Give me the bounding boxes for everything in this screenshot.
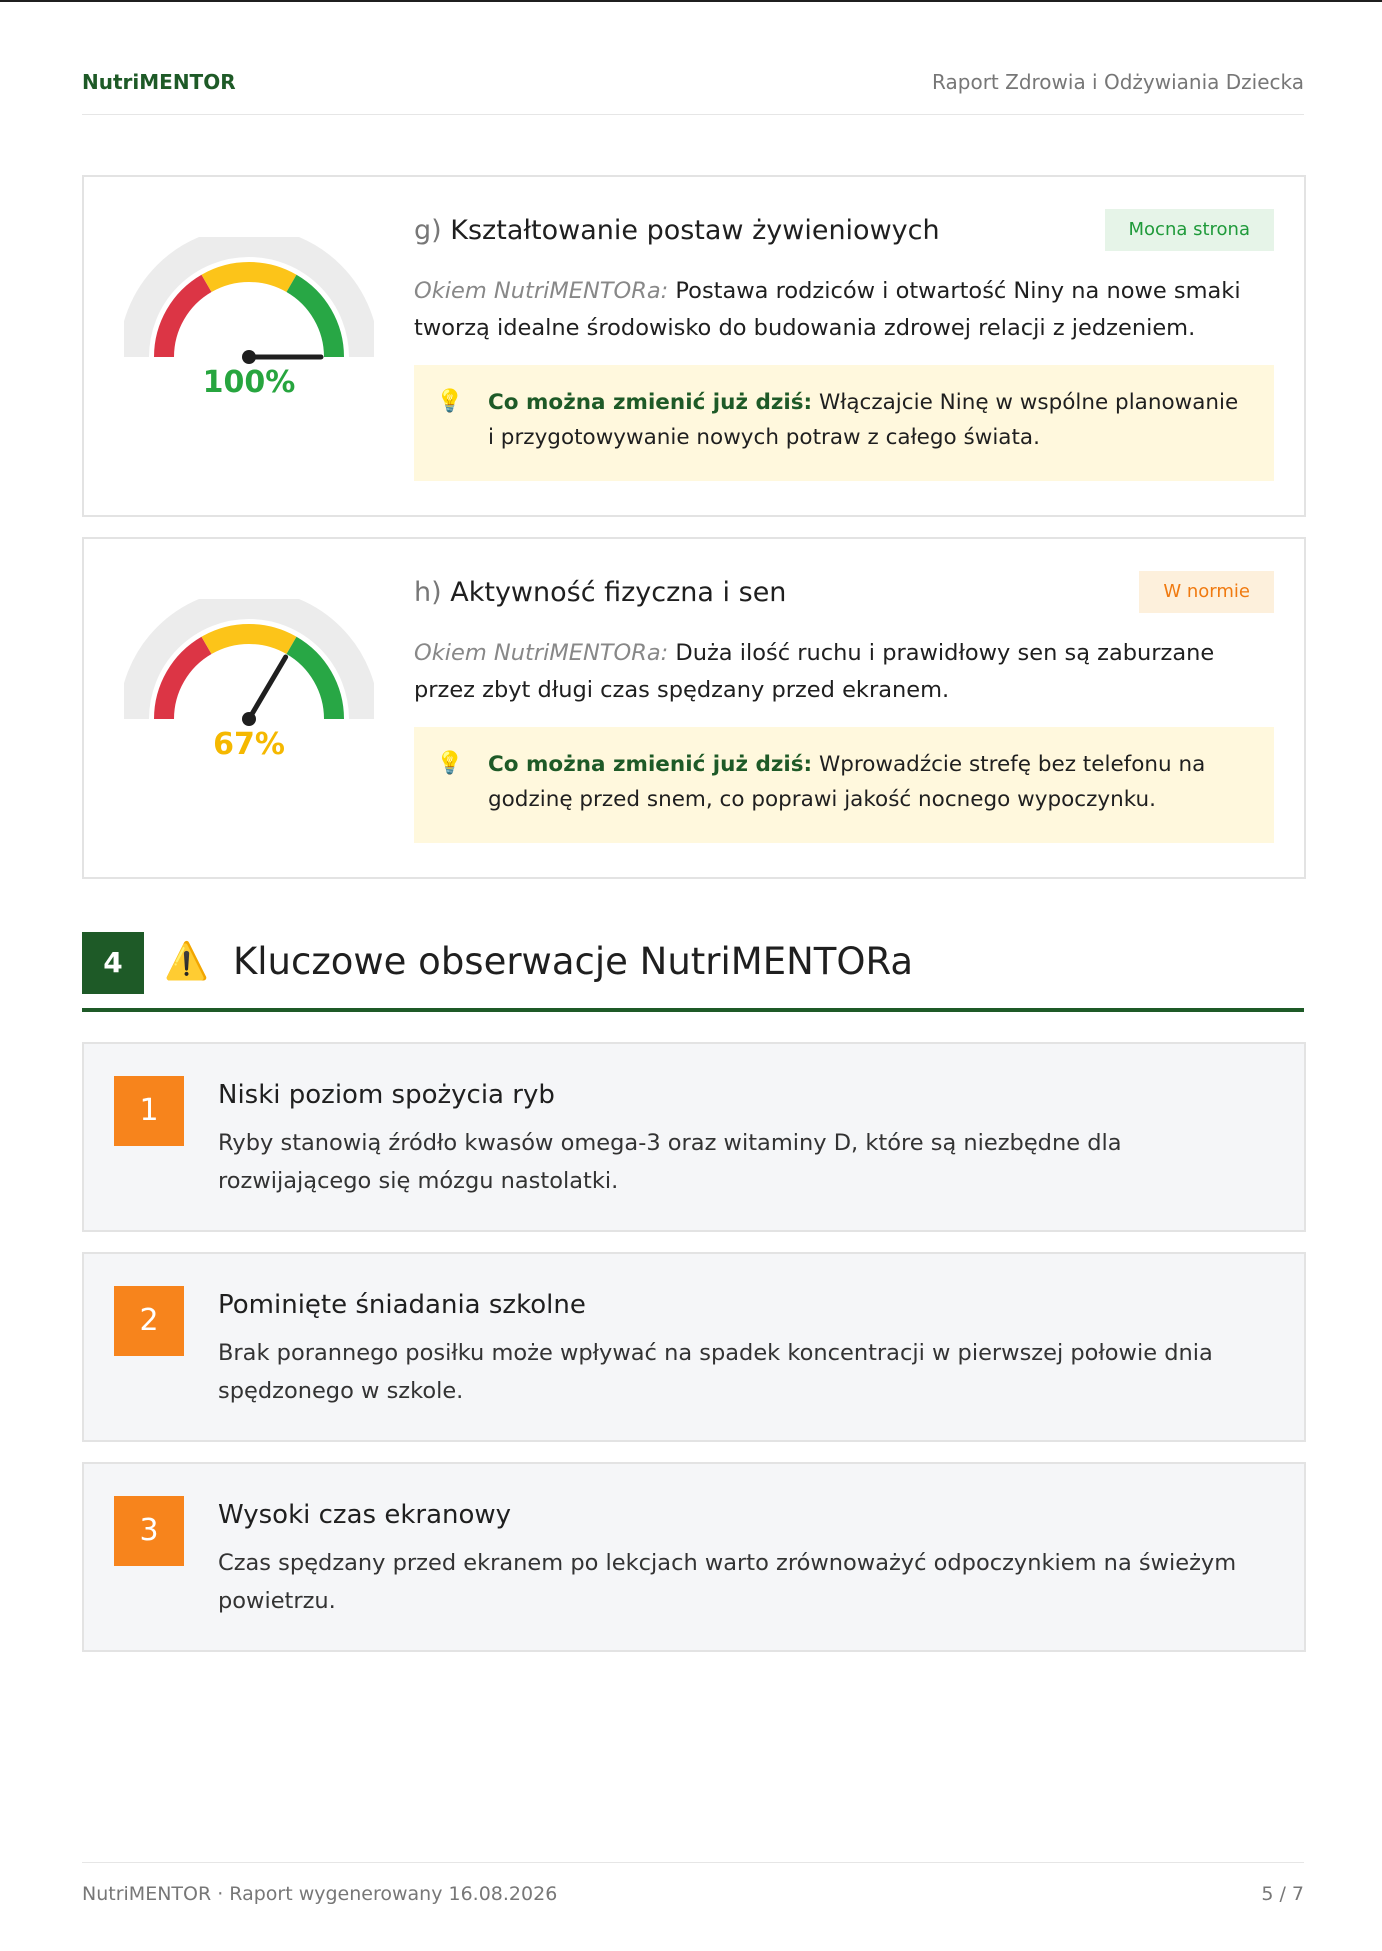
- observation-text: Ryby stanowią źródło kwasów omega-3 oraz witaminy D, które są niezbędne dla rozwijającego się mózgu nastolatki.: [218, 1130, 1122, 1194]
- brand-name: NutriMENTOR: [82, 70, 236, 94]
- lightbulb-icon: 💡: [436, 389, 464, 414]
- document-title: Raport Zdrowia i Odżywiania Dziecka: [932, 70, 1304, 94]
- warning-icon: ⚠️: [164, 941, 209, 982]
- observation-title: Pominięte śniadania szkolne: [218, 1290, 586, 1320]
- gauge-pivot: [242, 350, 256, 364]
- card-title-text: Aktywność fizyczna i sen: [450, 577, 787, 608]
- tip-box: [414, 727, 1274, 843]
- gauge-needle: [249, 657, 286, 719]
- gauge-chart: [124, 237, 374, 367]
- assessment-card-h: [82, 537, 1306, 879]
- observation-number: 2: [114, 1286, 184, 1356]
- tip-body: Włączajcie Ninę w wspólne planowanie i przygotowywanie nowych potraw z całego świata.: [488, 390, 1239, 450]
- page-footer: [82, 1862, 1304, 1905]
- status-badge: Mocna strona: [1105, 209, 1275, 251]
- gauge: [124, 237, 374, 417]
- page-header: [82, 68, 1304, 115]
- observation-number: 3: [114, 1496, 184, 1566]
- card-letter: g): [414, 215, 442, 246]
- card-title: [414, 215, 940, 246]
- description-text: Postawa rodziców i otwartość Niny na nowe smaki tworzą idealne środowisko do budowania zdrowej relacji z jedzeniem.: [414, 278, 1241, 341]
- tip-text: [488, 747, 1248, 817]
- gauge-pivot: [242, 712, 256, 726]
- section-divider: [82, 1008, 1304, 1012]
- observation-text: Brak porannego posiłku może wpływać na spadek koncentracji w pierwszej połowie dnia spędzonego w szkole.: [218, 1340, 1213, 1404]
- observation-text: Czas spędzany przed ekranem po lekcjach warto zrównoważyć odpoczynkiem na świeżym powietrzu.: [218, 1550, 1237, 1614]
- tip-box: [414, 365, 1274, 481]
- assessment-card-g: [82, 175, 1306, 517]
- description-lead: Okiem NutriMENTORa:: [414, 640, 669, 666]
- tip-lead: Co można zmienić już dziś:: [488, 390, 813, 415]
- gauge-percent: 100%: [202, 365, 296, 400]
- gauge-yellow-segment: [207, 634, 292, 645]
- gauge-percent: 67%: [213, 727, 285, 762]
- card-description: [414, 635, 1274, 709]
- page-number: 5 / 7: [1261, 1883, 1304, 1905]
- top-border: [0, 0, 1382, 2]
- status-badge: W normie: [1139, 571, 1274, 613]
- observation-number: 1: [114, 1076, 184, 1146]
- card-title-text: Kształtowanie postaw żywieniowych: [450, 215, 940, 246]
- gauge-chart: [124, 599, 374, 729]
- card-description: [414, 273, 1274, 347]
- card-letter: h): [414, 577, 442, 608]
- description-lead: Okiem NutriMENTORa:: [414, 278, 669, 304]
- tip-body: Wprowadźcie strefę bez telefonu na godzinę przed snem, co poprawi jakość nocnego wypoczynku.: [488, 752, 1206, 812]
- section-title: Kluczowe obserwacje NutriMENTORa: [233, 940, 914, 983]
- section-number: 4: [82, 932, 144, 994]
- lightbulb-icon: 💡: [436, 751, 464, 776]
- observation-item: [82, 1252, 1306, 1442]
- gauge-yellow-segment: [207, 272, 292, 283]
- observation-item: [82, 1042, 1306, 1232]
- gauge: [124, 599, 374, 779]
- description-text: Duża ilość ruchu i prawidłowy sen są zaburzane przez zbyt długi czas spędzany przed ekranem.: [414, 640, 1215, 703]
- observation-title: Niski poziom spożycia ryb: [218, 1080, 555, 1110]
- tip-text: [488, 385, 1248, 455]
- tip-lead: Co można zmienić już dziś:: [488, 752, 813, 777]
- observation-title: Wysoki czas ekranowy: [218, 1500, 512, 1530]
- footer-generated-info: NutriMENTOR · Raport wygenerowany 16.08.2026: [82, 1883, 558, 1905]
- observation-item: [82, 1462, 1306, 1652]
- card-title: [414, 577, 786, 608]
